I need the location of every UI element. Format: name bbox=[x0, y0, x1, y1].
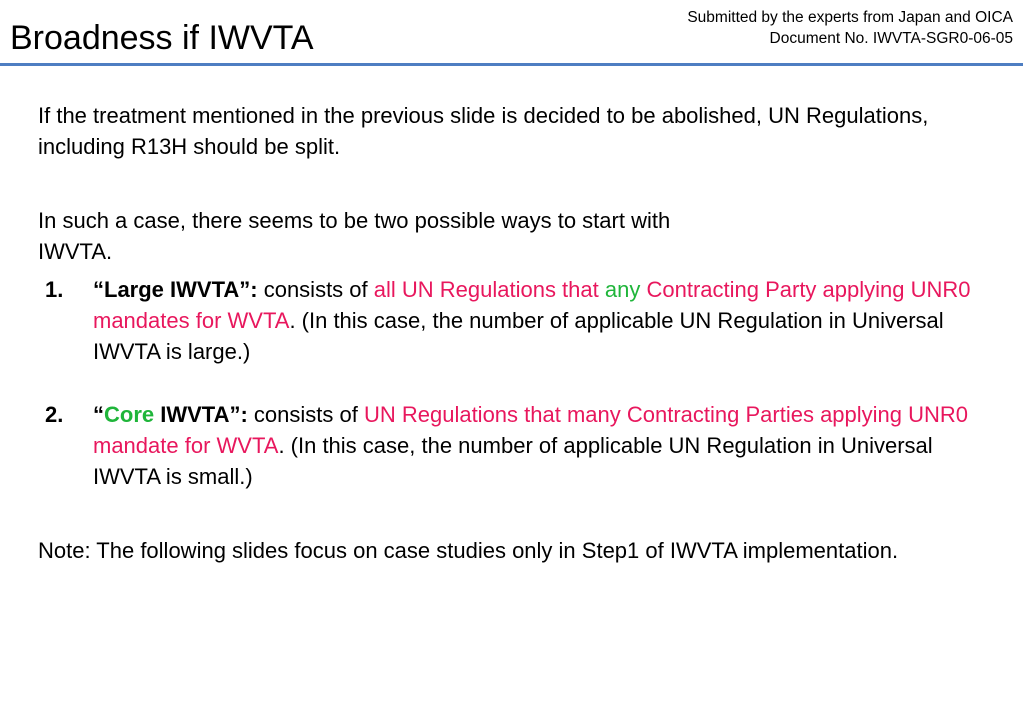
list-item-core-iwvta bbox=[45, 399, 975, 492]
list-item-large-iwvta bbox=[45, 274, 975, 367]
title-divider bbox=[0, 63, 1023, 66]
slide-title: Broadness if IWVTA bbox=[10, 19, 314, 57]
list-item-body bbox=[93, 399, 975, 492]
item-highlight-red: Contracting Party applying UNR0 mandates for WVTA bbox=[93, 277, 971, 333]
item-label-close: IWVTA”: bbox=[154, 402, 248, 427]
item-highlight-red: UN Regulations that many Contracting Parties applying UNR0 mandate for WVTA bbox=[93, 402, 969, 458]
list-number: 1. bbox=[45, 277, 64, 302]
item-highlight-green: any bbox=[604, 277, 641, 302]
item-text: . (In this case, the number of applicable UN Regulation in Universal IWVTA is large.) bbox=[93, 308, 944, 364]
possible-ways-line2: IWVTA. bbox=[38, 239, 113, 264]
item-label: “Large IWVTA”: bbox=[93, 277, 258, 302]
list-item-body bbox=[93, 274, 975, 367]
item-text: . (In this case, the number of applicable UN Regulation in Universal IWVTA is small.) bbox=[93, 433, 933, 489]
item-text: consists of bbox=[247, 402, 364, 427]
submitted-by-line: Submitted by the experts from Japan and OICA bbox=[687, 9, 1013, 26]
possible-ways-paragraph bbox=[38, 205, 838, 267]
possible-ways-line1: In such a case, there seems to be two possible ways to start with bbox=[38, 208, 671, 233]
intro-paragraph: If the treatment mentioned in the previous slide is decided to be abolished, UN Regulations, including R13H should be split. bbox=[38, 103, 929, 159]
list-number: 2. bbox=[45, 402, 64, 427]
item-label-open: “ bbox=[93, 402, 104, 427]
document-number-line: Document No. IWVTA-SGR0-06-05 bbox=[769, 30, 1013, 47]
note-paragraph: Note: The following slides focus on case studies only in Step1 of IWVTA implementation. bbox=[38, 538, 899, 563]
item-text: consists of bbox=[257, 277, 374, 302]
item-highlight-red: all UN Regulations that bbox=[373, 277, 605, 302]
item-label-core: Core bbox=[104, 402, 155, 427]
submission-info bbox=[687, 7, 1013, 49]
